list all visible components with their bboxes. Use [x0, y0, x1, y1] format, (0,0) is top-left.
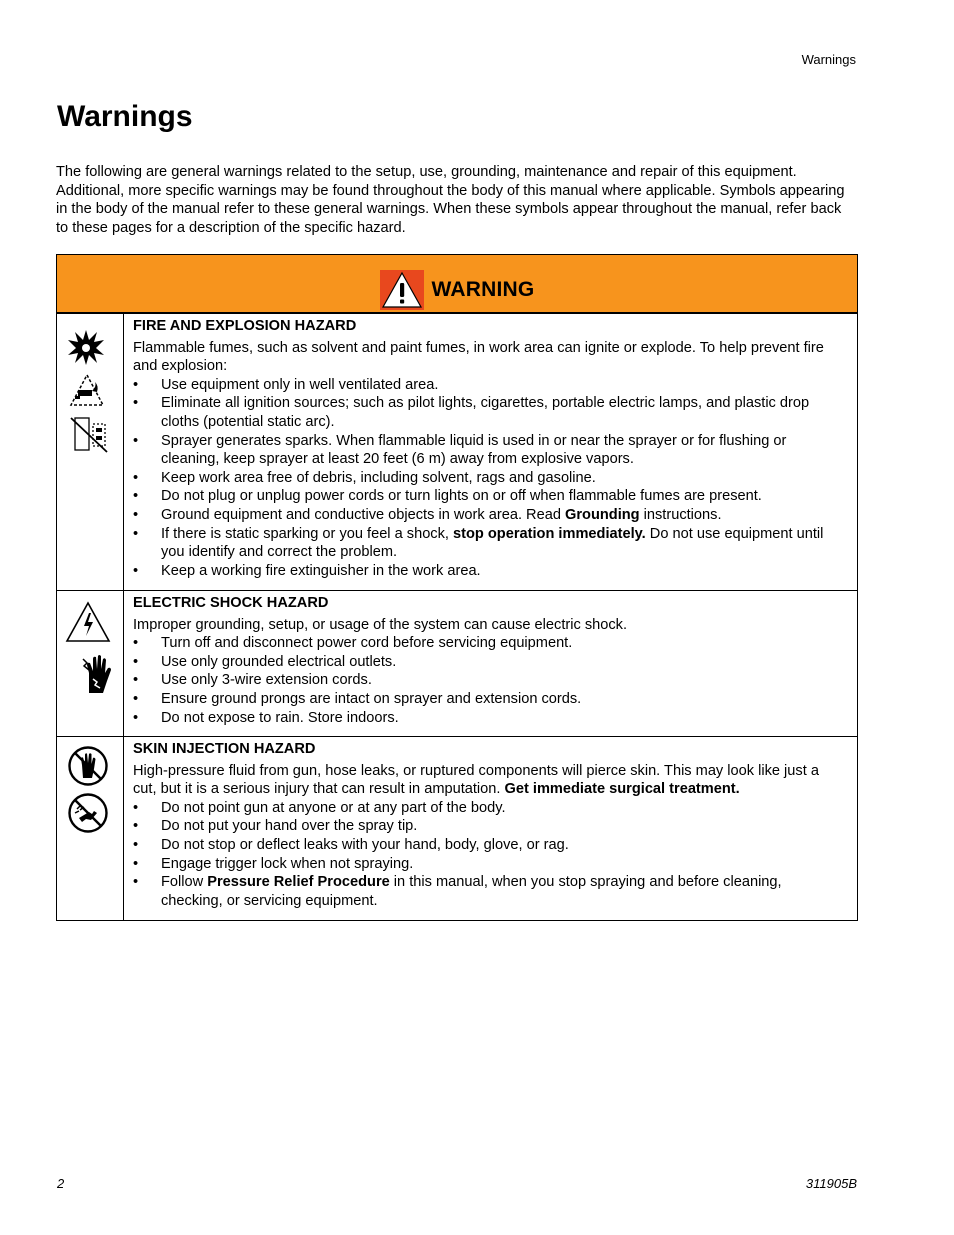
running-header: Warnings	[801, 52, 856, 67]
bullet-item: • Engage trigger lock when not spraying.	[133, 855, 845, 874]
bullet-item: • Keep a working fire extinguisher in the work area.	[133, 562, 845, 581]
hazard-intro-bold-text: Get immediate surgical treatment.	[504, 781, 740, 798]
hazard-intro-electric: Improper grounding, setup, or usage of the system can cause electric shock.	[133, 616, 628, 633]
hazard-icons-fire	[57, 314, 124, 590]
hazard-row-injection	[57, 736, 857, 920]
bullet-item: • Ensure ground prongs are intact on sprayer and extension cords.	[133, 690, 845, 709]
no-hand-icon	[67, 745, 109, 787]
hazard-intro-fire: Flammable fumes, such as solvent and paint fumes, in work area can ignite or explode. To help prevent fire and explosion:	[133, 339, 824, 375]
document-id: 311905B	[805, 1176, 857, 1191]
hazard-title-electric: ELECTRIC SHOCK HAZARD	[133, 595, 329, 611]
fire-hazard-icon	[69, 372, 105, 408]
hazard-bullets-injection	[133, 799, 845, 911]
hazard-row-electric	[57, 590, 857, 736]
bullet-item: • Use equipment only in well ventilated area.	[133, 376, 845, 395]
hazard-text-injection	[124, 737, 857, 920]
hazard-bullets-electric	[133, 634, 845, 727]
bullet-bold-text: Grounding	[565, 506, 640, 523]
page-number: 2	[57, 1176, 65, 1191]
no-spray-icon	[67, 792, 109, 834]
bullet-item: • Use only 3-wire extension cords.	[133, 671, 845, 690]
warning-label: WARNING	[431, 277, 535, 301]
warning-triangle-icon	[380, 270, 424, 310]
bullet-item: • Do not stop or deflect leaks with your hand, body, glove, or rag.	[133, 836, 845, 855]
hazard-icons-injection	[57, 737, 124, 920]
bullet-text: Follow	[161, 874, 208, 891]
electric-shock-icon	[65, 601, 111, 643]
bullet-bold-text: Pressure Relief Procedure	[207, 874, 390, 891]
page-title: Warnings	[57, 100, 193, 133]
warning-table	[56, 254, 858, 921]
bullet-item	[133, 525, 845, 562]
bullet-text: Do not use equipment until you identify and correct the problem.	[161, 525, 824, 561]
hazard-bullets-fire	[133, 376, 845, 581]
bullet-item: • Use only grounded electrical outlets.	[133, 653, 845, 672]
hand-shock-icon	[81, 653, 115, 695]
hazard-intro-text: High-pressure fluid from gun, hose leaks, or ruptured components will pierce skin. This may look like just a cut, but it is a serious injury that can result in amputation.	[133, 762, 819, 798]
bullet-item	[133, 873, 845, 910]
hazard-text-fire	[124, 314, 857, 590]
bullet-item: • Do not put your hand over the spray tip.	[133, 817, 845, 836]
bullet-item: • Eliminate all ignition sources; such as pilot lights, cigarettes, portable electric lamps, and plastic drop cloths (potential static arc).	[133, 394, 845, 431]
bullet-item: • Do not expose to rain. Store indoors.	[133, 709, 845, 728]
explosion-icon	[67, 328, 105, 366]
bullet-item: • Do not plug or unplug power cords or turn lights on or off when flammable fumes are present.	[133, 487, 845, 506]
bullet-item: • Keep work area free of debris, including solvent, rags and gasoline.	[133, 469, 845, 488]
intro-paragraph: The following are general warnings related to the setup, use, grounding, maintenance and repair of this equipment. Additional, more specific warnings may be found throughout the body of this manual where applicable. Symbols appearing in the body of the manual refer to these general warnings. When these symbols appear throughout the manual, refer back to these pages for a description of the specific hazard.	[56, 164, 845, 236]
bullet-item: • Turn off and disconnect power cord before servicing equipment.	[133, 634, 845, 653]
hazard-title-injection: SKIN INJECTION HAZARD	[133, 741, 316, 757]
hazard-row-fire	[57, 313, 857, 590]
hazard-title-fire: FIRE AND EXPLOSION HAZARD	[133, 318, 357, 334]
hazard-icons-electric	[57, 591, 124, 736]
hazard-intro-injection	[133, 762, 845, 799]
bullet-text: Ground equipment and conductive objects in work area. Read	[161, 506, 566, 523]
bullet-text: instructions.	[639, 506, 722, 523]
bullet-bold-text: stop operation immediately.	[453, 525, 646, 542]
bullet-item: • Do not point gun at anyone or at any part of the body.	[133, 799, 845, 818]
no-electrical-icon	[69, 414, 109, 454]
bullet-item	[133, 506, 845, 525]
bullet-text: If there is static sparking or you feel a shock,	[161, 525, 454, 542]
warning-banner	[57, 255, 857, 313]
bullet-item: • Sprayer generates sparks. When flammable liquid is used in or near the sprayer or for flushing or cleaning, keep sprayer at least 20 feet (6 m) away from explosive vapors.	[133, 432, 845, 469]
hazard-text-electric	[124, 591, 857, 736]
bullet-text: in this manual, when you stop spraying and before cleaning, checking, or servicing equipment.	[161, 874, 782, 909]
